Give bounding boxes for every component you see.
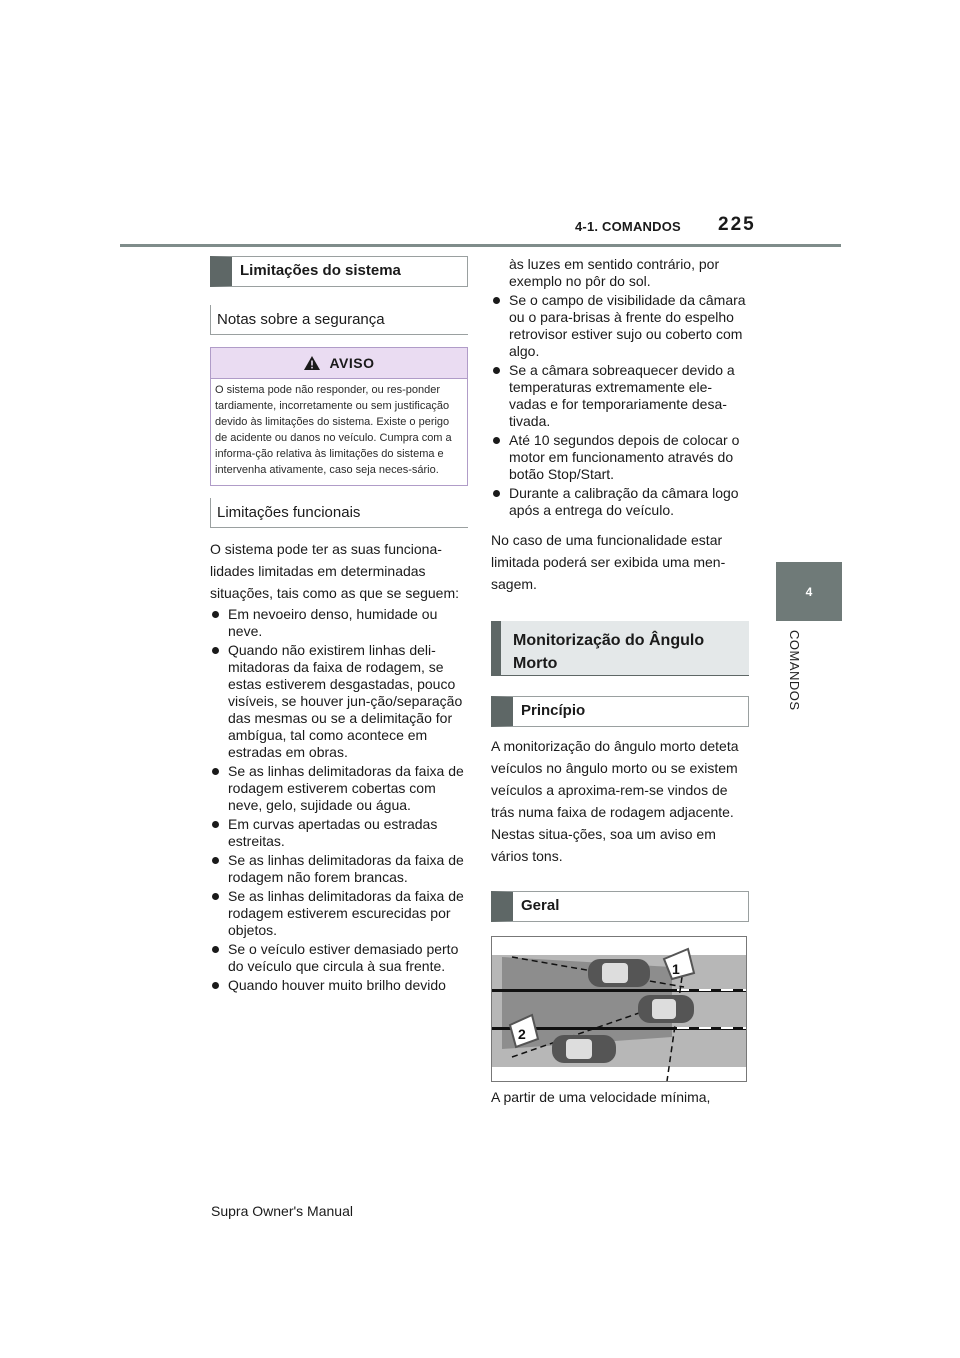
list-item: Se as linhas delimitadoras da faixa de rodagem não forem brancas.: [210, 852, 468, 886]
list-item: Em curvas apertadas ou estradas estreitas.: [210, 816, 468, 850]
section-title-general: Geral: [491, 891, 749, 922]
right-column: [491, 256, 749, 1108]
bullet-continuation: às luzes em sentido contrário, por exemplo no pôr do sol.: [509, 256, 720, 289]
limitations-intro: O sistema pode ter as suas funciona-lidades limitadas em determinadas situações, tais como as que se seguem:: [210, 541, 460, 601]
vehicle-own: [638, 995, 694, 1023]
warning-box: [210, 347, 468, 486]
list-item: Até 10 segundos depois de colocar o motor em funcionamento através do botão Stop/Start.: [491, 432, 749, 483]
limitations-list-continued: [491, 292, 749, 519]
message-note: No caso de uma funcionalidade estar limitada poderá ser exibida uma men-sagem.: [491, 532, 726, 592]
list-item: Quando houver muito brilho devido: [210, 977, 468, 994]
chapter-tab[interactable]: [776, 562, 842, 621]
list-item: Quando não existirem linhas deli-mitadoras da faixa de rodagem, se estas estiverem desgastadas, pouco visíveis, se houver jun-ção/separação das mesmas ou se a delimitação for ambígua, tal como acontece em estradas em obras.: [210, 642, 468, 761]
warning-text: O sistema pode não responder, ou res-ponder tardiamente, incorretamente ou sem justificação devido às limitações do sistema. Existe o perigo de acidente ou danos no veículo. Cumpra com a informa-ção relativa às limitações do sistema e intervenha ativamente, caso seja neces-sário.: [211, 378, 467, 485]
header-section: 4-1. COMANDOS: [575, 219, 681, 234]
limitations-list: [210, 606, 468, 994]
subhead-functional: Limitações funcionais: [210, 498, 468, 528]
subhead-safety: Notas sobre a segurança: [210, 305, 468, 335]
section-title-limitations: Limitações do sistema: [210, 256, 468, 287]
list-item: Se as linhas delimitadoras da faixa de rodagem estiverem escurecidas por objetos.: [210, 888, 468, 939]
section-title-principle: Princípio: [491, 696, 749, 727]
list-item: Se o campo de visibilidade da câmara ou o para-brisas à frente do espelho retrovisor estiver sujo ou coberto com algo.: [491, 292, 749, 360]
blind-spot-figure: [491, 936, 747, 1082]
section-title-blind-spot: Monitorização do Ângulo Morto: [491, 621, 749, 676]
page-number: 225: [718, 214, 756, 235]
vehicle-blind-spot: [588, 959, 650, 987]
figure-label-1: 1: [672, 961, 680, 977]
footer: Supra Owner's Manual: [211, 1203, 353, 1219]
final-text: A partir de uma velocidade mínima,: [491, 1089, 711, 1105]
list-item: Em nevoeiro denso, humidade ou neve.: [210, 606, 468, 640]
list-item: Se o veículo estiver demasiado perto do veículo que circula à sua frente.: [210, 941, 468, 975]
blind-spot-diagram: [492, 937, 746, 1081]
list-item: Se as linhas delimitadoras da faixa de rodagem estiverem cobertas com neve, gelo, sujidade ou água.: [210, 763, 468, 814]
warning-title-text: AVISO: [329, 355, 375, 371]
warning-triangle-icon: [303, 355, 321, 371]
header-rule: [120, 244, 841, 247]
chapter-number: 4: [805, 584, 813, 599]
figure-label-2: 2: [518, 1026, 526, 1042]
principle-text: A monitorização do ângulo morto deteta veículos no ângulo morto ou se existem veículos a aproxima-rem-se vindos de trás numa faixa de rodagem adjacente. Nestas situa-ções, soa um aviso em vários tons.: [491, 738, 739, 864]
list-item: Durante a calibração da câmara logo após a entrega do veículo.: [491, 485, 749, 519]
warning-title: [211, 348, 467, 378]
left-column: [210, 256, 468, 996]
list-item: Se a câmara sobreaquecer devido a temperaturas extremamente ele-vadas e for temporariamente desa-tivada.: [491, 362, 749, 430]
chapter-label: COMANDOS: [787, 630, 802, 711]
vehicle-approaching: [552, 1035, 616, 1063]
